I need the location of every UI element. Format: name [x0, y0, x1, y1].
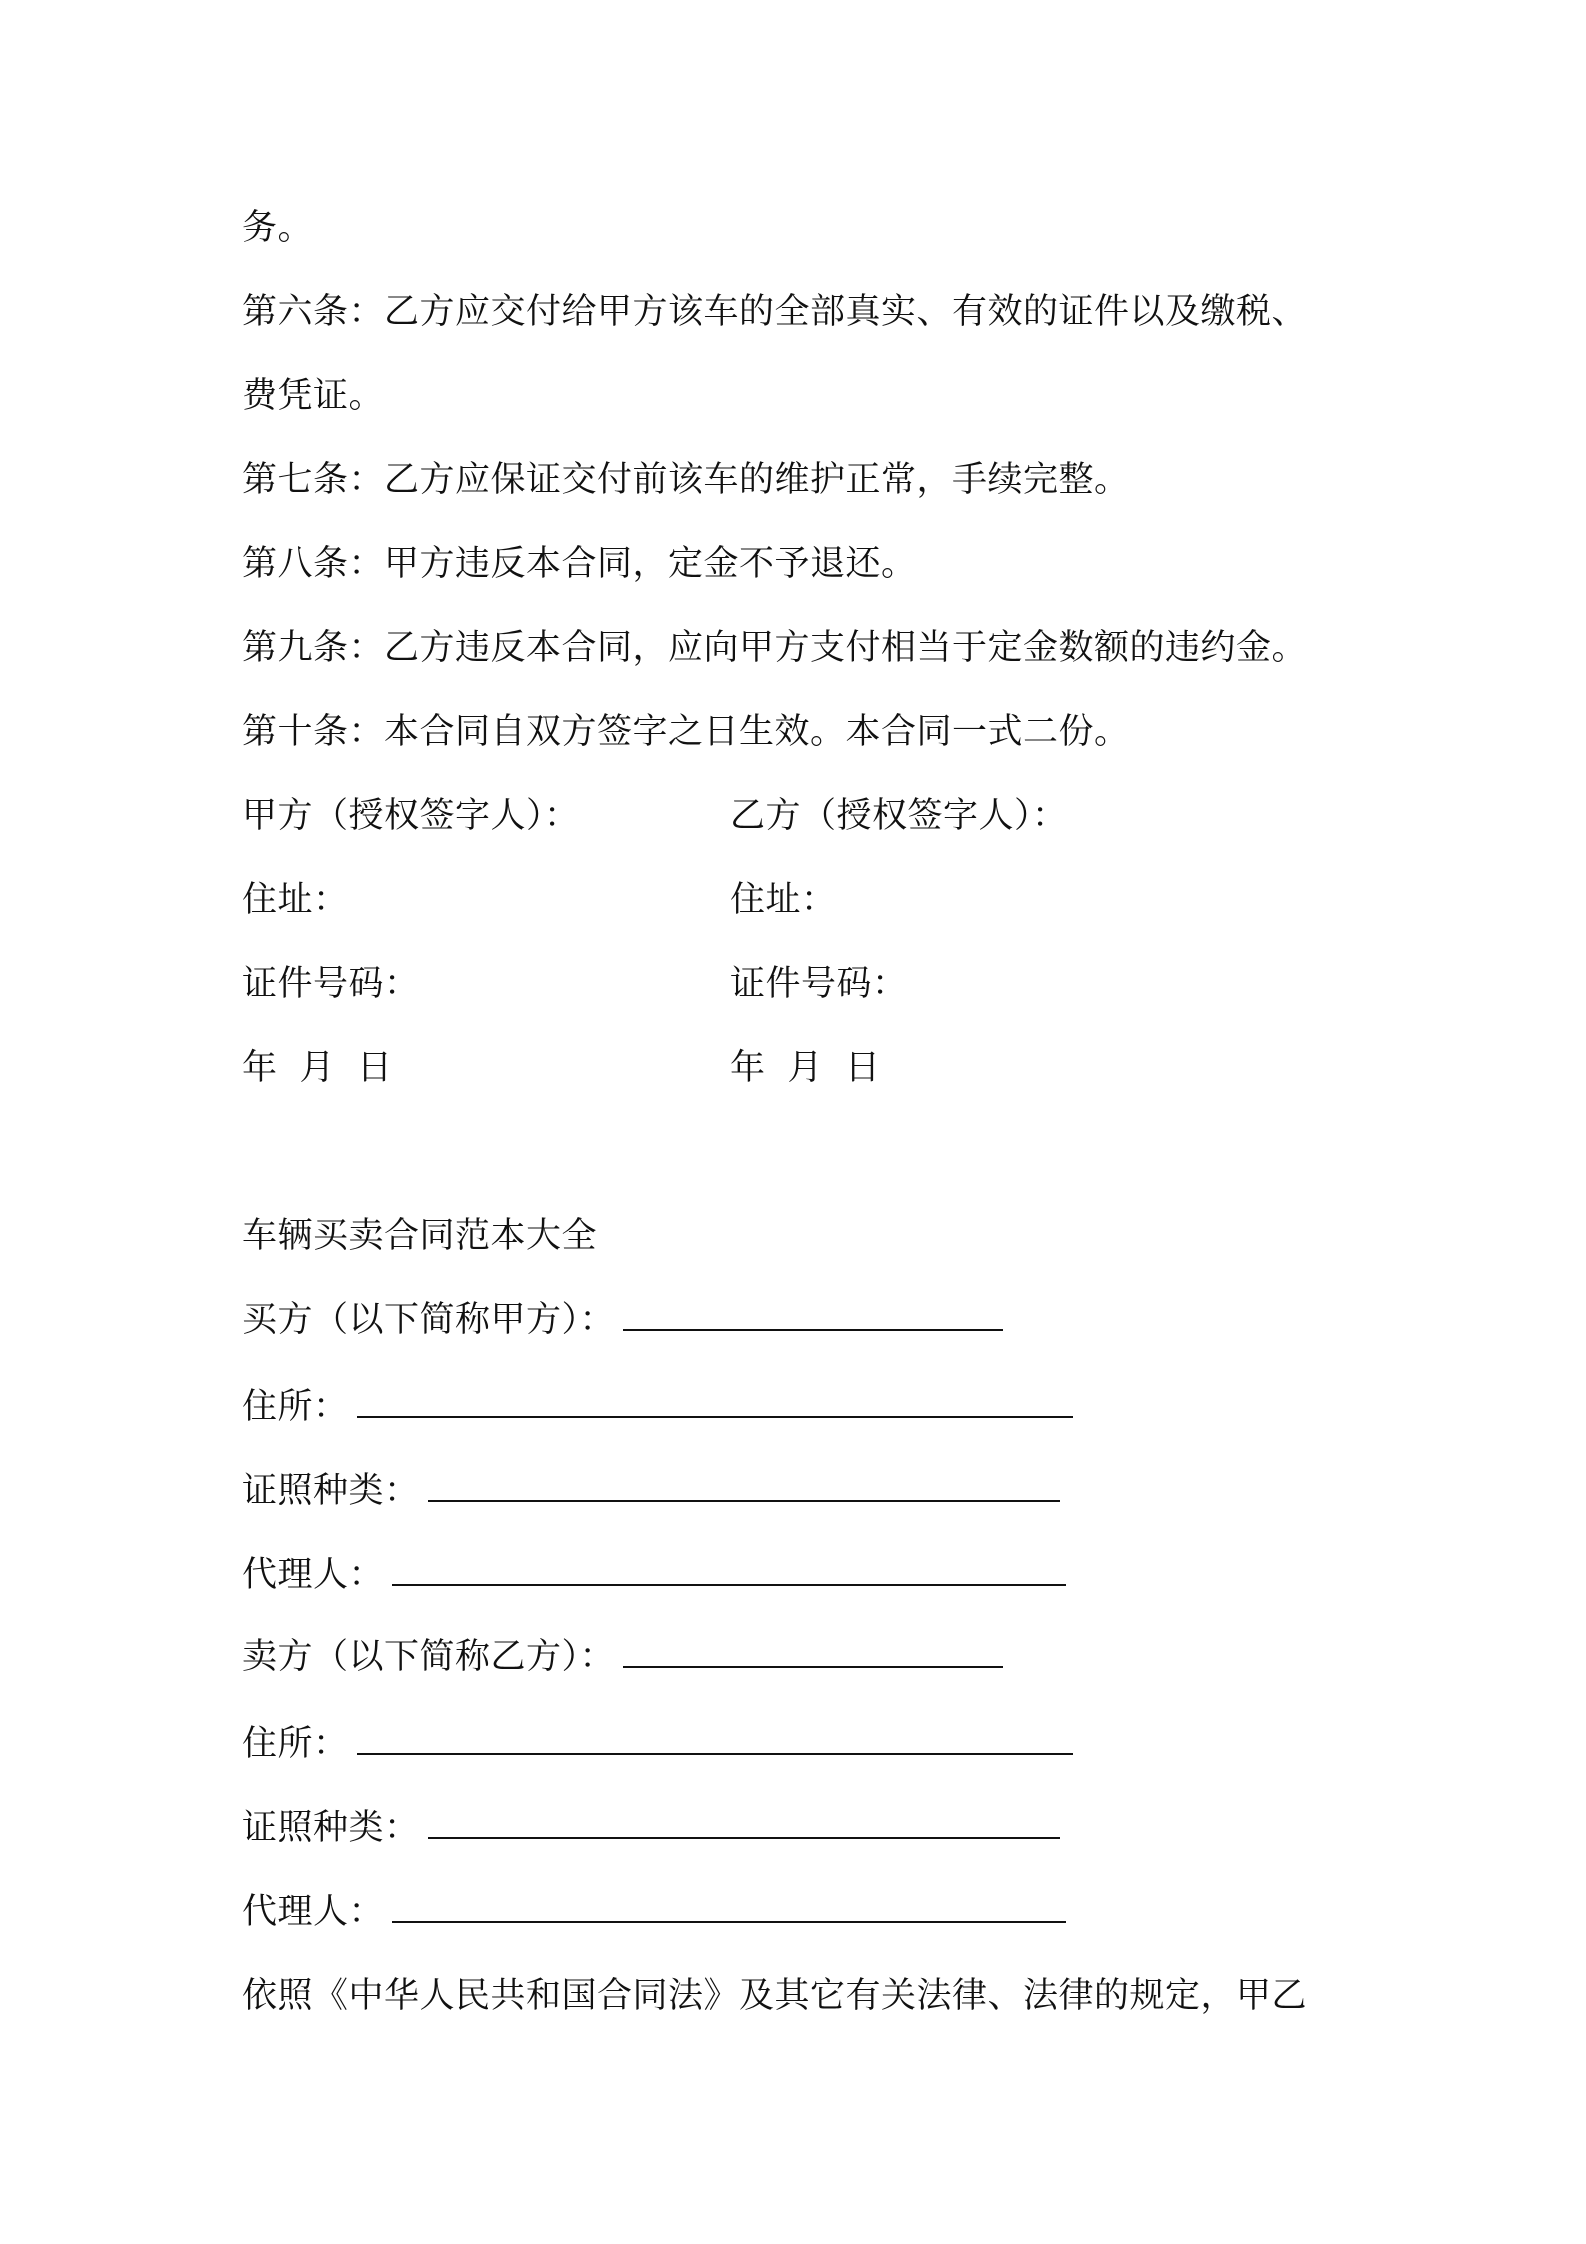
signature-party-a [242, 793, 580, 839]
party-a-id: 证件号码： [242, 964, 420, 1004]
party-b-label: 乙方（授权签字人）： [730, 796, 1068, 836]
article-10: 第十条：本合同自双方签字之日生效。本合同一式二份。 [242, 712, 1130, 752]
party-b-id: 证件号码： [730, 964, 908, 1004]
contract-intro: 依照《中华人民共和国合同法》及其它有关法律、法律的规定，甲乙 [242, 1976, 1308, 2016]
seller-name-blank[interactable] [623, 1636, 1003, 1668]
signature-party-b [730, 793, 1068, 839]
seller-address-line [242, 1721, 1073, 1767]
article-8: 第八条：甲方违反本合同，定金不予退还。 [242, 544, 917, 584]
buyer-agent-line [242, 1552, 1066, 1598]
party-a-address: 住址： [242, 880, 349, 920]
article-7: 第七条：乙方应保证交付前该车的维护正常，手续完整。 [242, 460, 1130, 500]
buyer-license-line [242, 1468, 1060, 1514]
continuation-text: 务。 [242, 208, 314, 248]
buyer-address-blank[interactable] [357, 1386, 1073, 1418]
buyer-address-label: 住所： [242, 1387, 349, 1427]
date-month: 月 [299, 1048, 336, 1088]
buyer-line [242, 1297, 1003, 1343]
buyer-license-label: 证照种类： [242, 1471, 420, 1511]
date-year: 年 [730, 1048, 766, 1088]
buyer-license-blank[interactable] [428, 1470, 1060, 1502]
seller-license-label: 证照种类： [242, 1808, 420, 1848]
seller-address-blank[interactable] [357, 1723, 1073, 1755]
seller-label: 卖方（以下简称乙方）： [242, 1637, 616, 1677]
date-year: 年 [242, 1048, 278, 1088]
seller-agent-line [242, 1889, 1066, 1935]
seller-license-line [242, 1805, 1060, 1851]
seller-line [242, 1634, 1003, 1680]
buyer-address-line [242, 1384, 1073, 1430]
second-contract-title: 车辆买卖合同范本大全 [242, 1216, 598, 1256]
article-6-cont: 费凭证。 [242, 376, 385, 416]
party-a-date [242, 1045, 415, 1091]
buyer-agent-blank[interactable] [392, 1554, 1066, 1586]
buyer-label: 买方（以下简称甲方）： [242, 1300, 616, 1340]
date-day: 日 [845, 1048, 881, 1088]
party-b-address: 住址： [730, 880, 837, 920]
seller-agent-blank[interactable] [392, 1891, 1066, 1923]
seller-license-blank[interactable] [428, 1807, 1060, 1839]
seller-address-label: 住所： [242, 1724, 349, 1764]
buyer-name-blank[interactable] [623, 1299, 1003, 1331]
party-a-label: 甲方（授权签字人）： [242, 796, 580, 836]
date-day: 日 [357, 1048, 393, 1088]
article-6: 第六条：乙方应交付给甲方该车的全部真实、有效的证件以及缴税、 [242, 292, 1308, 332]
seller-agent-label: 代理人： [242, 1892, 385, 1932]
article-9: 第九条：乙方违反本合同，应向甲方支付相当于定金数额的违约金。 [242, 628, 1308, 668]
party-b-date [730, 1045, 903, 1091]
buyer-agent-label: 代理人： [242, 1555, 385, 1595]
date-month: 月 [787, 1048, 824, 1088]
